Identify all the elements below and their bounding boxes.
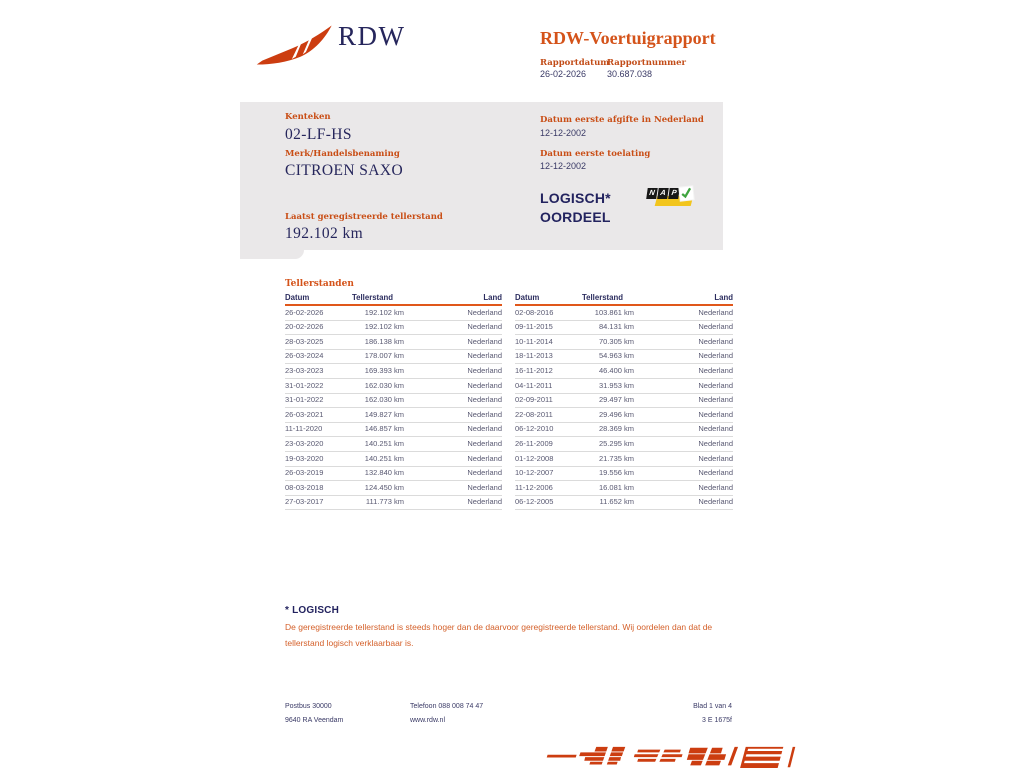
cell-tellerstand: 29.497 km	[598, 395, 634, 405]
oordeel-line2: OORDEEL	[540, 209, 611, 225]
cell-land: Nederland	[698, 322, 733, 332]
report-number-label: Rapportnummer	[607, 58, 686, 68]
cell-land: Nederland	[467, 395, 502, 405]
cell-datum: 06-12-2005	[515, 497, 554, 507]
cell-land: Nederland	[698, 409, 733, 419]
tellerstand-label: Laatst geregistreerde tellerstand	[285, 212, 443, 222]
afgifte-value: 12-12-2002	[540, 128, 587, 138]
table-row	[515, 379, 733, 394]
cell-tellerstand: 103.861 km	[594, 307, 634, 317]
cell-land: Nederland	[698, 336, 733, 346]
footer-address-line1: Postbus 30000	[285, 703, 332, 710]
cell-land: Nederland	[467, 336, 502, 346]
cell-datum: 20-02-2026	[285, 322, 324, 332]
cell-datum: 06-12-2010	[515, 424, 554, 434]
table-row	[285, 467, 502, 482]
kenteken-label: Kenteken	[285, 112, 331, 122]
table-row	[285, 496, 502, 511]
footer-phone: Telefoon 088 008 74 47	[410, 703, 484, 710]
rdw-wing-icon	[256, 24, 334, 66]
table-header-row	[285, 292, 502, 306]
cell-datum: 26-11-2009	[515, 438, 553, 448]
table-header-row	[515, 292, 733, 306]
summary-box-tab	[240, 250, 304, 259]
footer-address	[285, 700, 343, 728]
cell-datum: 11-12-2006	[515, 482, 553, 492]
table-row	[285, 379, 502, 394]
toelating-value: 12-12-2002	[540, 161, 587, 171]
footer-website: www.rdw.nl	[410, 717, 446, 724]
footer-address-line2: 9640 RA Veendam	[285, 717, 344, 724]
cell-tellerstand: 11.652 km	[599, 497, 634, 507]
page-title: RDW-Voertuigrapport	[540, 28, 716, 48]
cell-datum: 01-12-2008	[515, 453, 554, 463]
cell-tellerstand: 178.007 km	[364, 351, 404, 361]
table-row	[515, 467, 733, 482]
footnote-body: De geregistreerde tellerstand is steeds hoger dan de daarvoor geregistreerde tellerstand. Wij oordelen dan dat de tellerstand logisch verklaarbaar is.	[285, 622, 713, 648]
cell-datum: 08-03-2018	[285, 482, 324, 492]
cell-datum: 26-03-2019	[285, 468, 324, 478]
cell-datum: 18-11-2013	[515, 351, 553, 361]
cell-land: Nederland	[698, 380, 733, 390]
nap-check-icon	[679, 186, 693, 200]
afgifte-label: Datum eerste afgifte in Nederland	[540, 115, 704, 125]
cell-datum: 09-11-2015	[515, 322, 553, 332]
cell-datum: 16-11-2012	[515, 365, 553, 375]
cell-datum: 27-03-2017	[285, 497, 324, 507]
cell-tellerstand: 140.251 km	[364, 438, 404, 448]
cell-datum: 26-03-2021	[285, 409, 324, 419]
cell-datum: 26-02-2026	[285, 307, 324, 317]
table-row	[515, 394, 733, 409]
footnote-heading: * LOGISCH	[285, 605, 340, 616]
cell-tellerstand: 111.773 km	[365, 497, 404, 507]
cell-datum: 31-01-2022	[285, 395, 324, 405]
cell-tellerstand: 192.102 km	[364, 322, 404, 332]
table-row	[285, 321, 502, 336]
table-row	[285, 335, 502, 350]
table-row	[285, 481, 502, 496]
cell-datum: 11-11-2020	[285, 424, 323, 434]
merk-label: Merk/Handelsbenaming	[285, 149, 400, 159]
table-row	[515, 350, 733, 365]
cell-datum: 19-03-2020	[285, 453, 324, 463]
cell-datum: 04-11-2011	[515, 380, 553, 390]
table-row	[515, 423, 733, 438]
table-row	[285, 394, 502, 409]
table-row	[515, 408, 733, 423]
cell-land: Nederland	[467, 380, 502, 390]
cell-tellerstand: 16.081 km	[598, 482, 634, 492]
rdw-logo-text: RDW	[338, 21, 406, 51]
cell-tellerstand: 162.030 km	[364, 380, 404, 390]
cell-land: Nederland	[698, 307, 733, 317]
tellerstanden-title: Tellerstanden	[285, 279, 354, 289]
cell-land: Nederland	[467, 365, 502, 375]
footer-contact	[410, 700, 483, 728]
table-row	[285, 452, 502, 467]
column-header-datum: Datum	[515, 293, 540, 302]
table-row	[515, 437, 733, 452]
cell-tellerstand: 29.496 km	[598, 409, 634, 419]
column-header-datum: Datum	[285, 293, 310, 302]
column-header-land: Land	[714, 293, 733, 302]
cell-land: Nederland	[698, 453, 733, 463]
cell-land: Nederland	[467, 409, 502, 419]
column-header-tellerstand: Tellerstand	[582, 293, 624, 302]
table-row	[515, 481, 733, 496]
cell-datum: 02-08-2016	[515, 307, 554, 317]
cell-tellerstand: 149.827 km	[364, 409, 404, 419]
cell-land: Nederland	[698, 395, 733, 405]
cell-land: Nederland	[467, 482, 502, 492]
cell-tellerstand: 162.030 km	[364, 395, 404, 405]
tellerstanden-table-left	[285, 292, 502, 510]
cell-land: Nederland	[698, 468, 733, 478]
cell-datum: 26-03-2024	[285, 351, 324, 361]
table-row	[515, 364, 733, 379]
nap-tile-a: A	[657, 188, 668, 199]
cell-datum: 31-01-2022	[285, 380, 324, 390]
cell-datum: 28-03-2025	[285, 336, 324, 346]
cell-datum: 02-09-2011	[515, 395, 553, 405]
cell-datum: 23-03-2023	[285, 365, 324, 375]
cell-tellerstand: 146.857 km	[364, 424, 404, 434]
cell-tellerstand: 46.400 km	[598, 365, 634, 375]
report-date-label: Rapportdatum	[540, 58, 610, 68]
cell-datum: 10-12-2007	[515, 468, 554, 478]
table-row	[285, 364, 502, 379]
table-row	[515, 321, 733, 336]
table-row	[285, 408, 502, 423]
merk-value: CITROEN SAXO	[285, 162, 404, 179]
footer-form-code: 3 E 1675f	[702, 717, 732, 724]
cell-land: Nederland	[698, 424, 733, 434]
cell-tellerstand: 19.556 km	[598, 468, 634, 478]
cell-datum: 23-03-2020	[285, 438, 324, 448]
oordeel-line1: LOGISCH*	[540, 190, 611, 206]
cell-tellerstand: 54.963 km	[598, 351, 634, 361]
column-header-tellerstand: Tellerstand	[352, 293, 394, 302]
cell-land: Nederland	[698, 497, 733, 507]
oordeel-text	[540, 189, 611, 227]
cell-tellerstand: 25.295 km	[598, 438, 634, 448]
cell-datum: 10-11-2014	[515, 336, 553, 346]
nap-tile-p: P	[668, 188, 679, 199]
cell-land: Nederland	[467, 322, 502, 332]
cell-land: Nederland	[698, 351, 733, 361]
cell-tellerstand: 192.102 km	[364, 307, 404, 317]
cell-land: Nederland	[467, 438, 502, 448]
table-row	[515, 496, 733, 511]
cell-tellerstand: 169.393 km	[364, 365, 404, 375]
cell-tellerstand: 140.251 km	[364, 453, 404, 463]
cell-tellerstand: 186.138 km	[364, 336, 404, 346]
kenteken-value: 02-LF-HS	[285, 126, 352, 143]
cell-land: Nederland	[698, 482, 733, 492]
cell-land: Nederland	[467, 424, 502, 434]
tellerstand-value: 192.102 km	[285, 225, 364, 242]
cell-land: Nederland	[467, 468, 502, 478]
rdw-stripes-graphic	[545, 745, 797, 768]
table-row	[285, 306, 502, 321]
tellerstanden-table-right	[515, 292, 733, 510]
footer-page-number: Blad 1 van 4	[693, 703, 732, 710]
cell-tellerstand: 31.953 km	[598, 380, 634, 390]
table-row	[285, 423, 502, 438]
cell-tellerstand: 28.369 km	[598, 424, 634, 434]
nap-tile-n: N	[646, 188, 657, 199]
cell-tellerstand: 124.450 km	[364, 482, 404, 492]
cell-land: Nederland	[467, 351, 502, 361]
report-number-value: 30.687.038	[607, 69, 653, 79]
cell-land: Nederland	[698, 438, 733, 448]
table-row	[285, 437, 502, 452]
cell-land: Nederland	[467, 307, 502, 317]
cell-tellerstand: 70.305 km	[598, 336, 634, 346]
table-row	[515, 452, 733, 467]
table-row	[515, 306, 733, 321]
cell-datum: 22-08-2011	[515, 409, 553, 419]
footer-page-info	[630, 700, 732, 728]
table-row	[285, 350, 502, 365]
toelating-label: Datum eerste toelating	[540, 149, 651, 159]
table-row	[515, 335, 733, 350]
cell-land: Nederland	[467, 453, 502, 463]
cell-tellerstand: 21.735 km	[598, 453, 634, 463]
cell-land: Nederland	[698, 365, 733, 375]
cell-tellerstand: 132.840 km	[364, 468, 404, 478]
cell-tellerstand: 84.131 km	[598, 322, 634, 332]
cell-land: Nederland	[467, 497, 502, 507]
nap-logo	[647, 186, 695, 208]
column-header-land: Land	[483, 293, 502, 302]
report-date-value: 26-02-2026	[540, 69, 587, 79]
